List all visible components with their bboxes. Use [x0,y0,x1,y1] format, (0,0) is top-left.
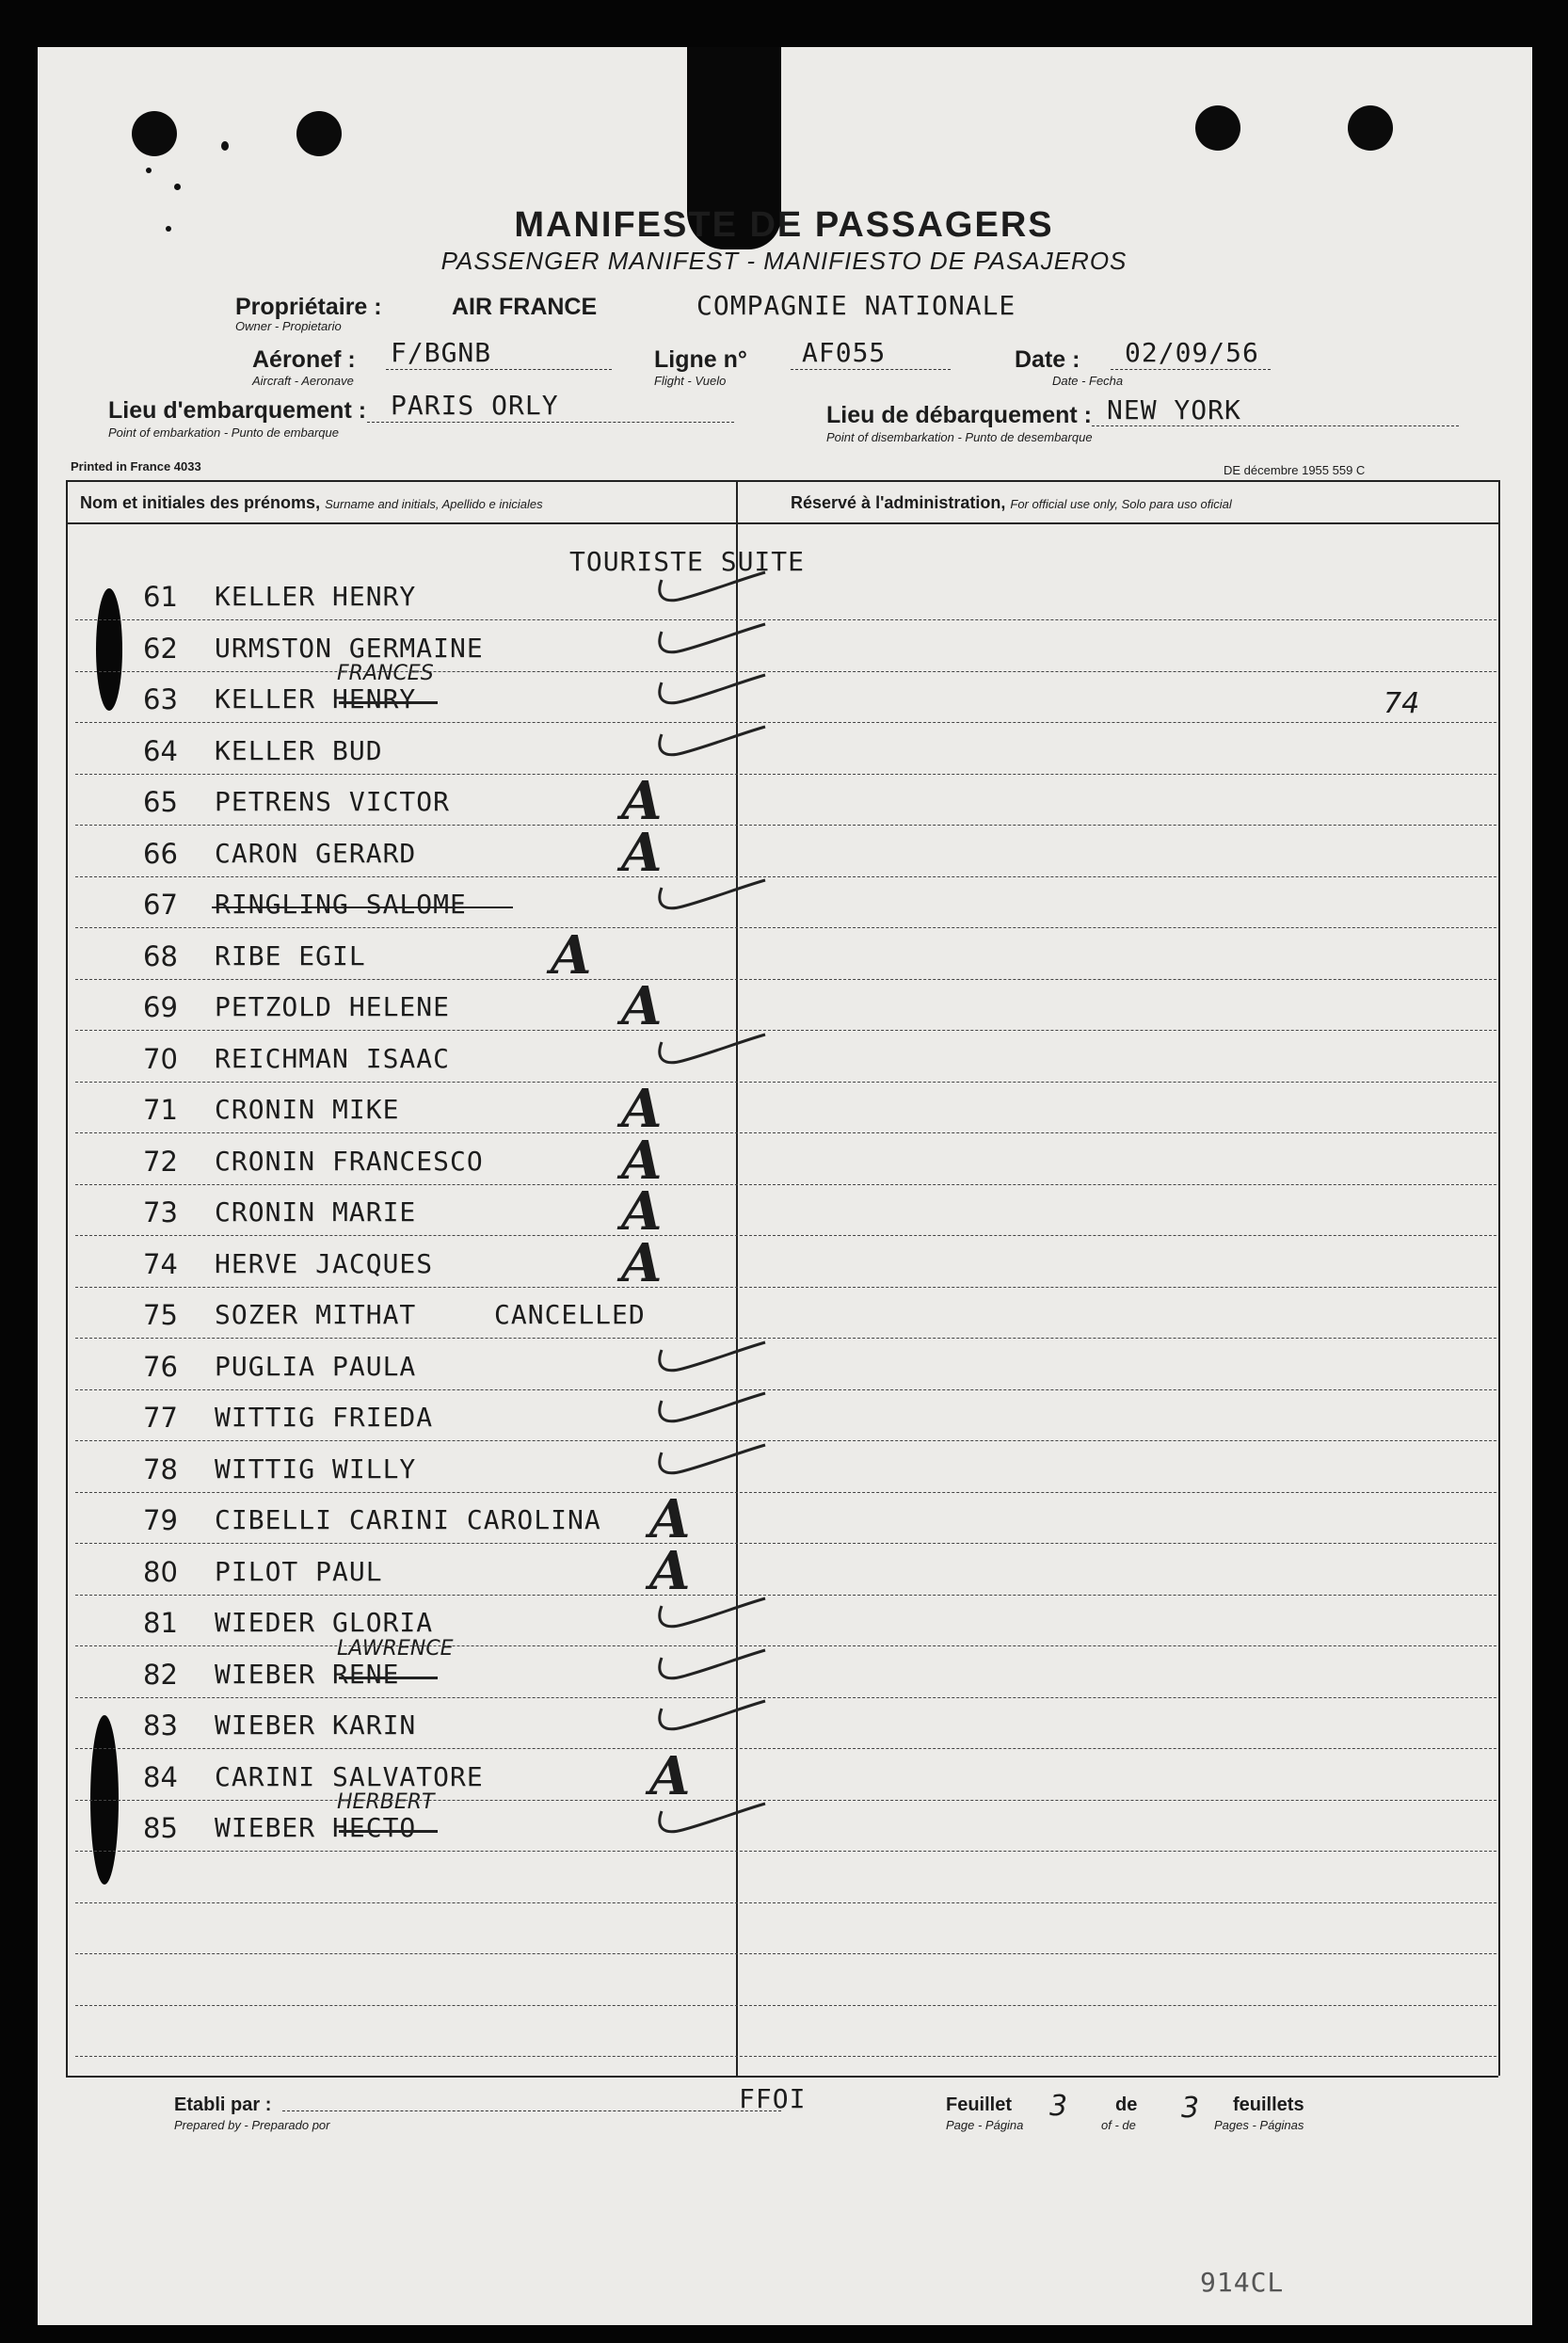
date-value: 02/09/56 [1125,337,1259,368]
strikethrough [339,1830,438,1833]
ruled-line [75,1132,1496,1133]
passenger-number: 84 [143,1760,178,1793]
handwritten-correction: LAWRENCE [337,1636,454,1661]
handwritten-correction: FRANCES [337,662,434,685]
handwritten-a-mark: A [649,1744,691,1807]
punch-hole [132,111,177,156]
passenger-number: 65 [143,786,178,818]
prepared-sub: Prepared by - Preparado por [174,2118,330,2132]
ink-speck [221,141,229,151]
margin-note: 74 [1384,687,1420,720]
handwritten-a-mark: A [621,821,663,884]
ruled-line [75,722,1496,723]
check-mark-icon [654,622,767,660]
passenger-number: 74 [143,1247,178,1280]
check-mark-icon [654,1033,767,1070]
strikethrough [339,701,438,704]
archive-stamp: 914CL [1200,2267,1285,2298]
passenger-name: CARON GERARD [215,837,417,869]
ruled-line [75,1082,1496,1083]
punch-hole [1195,105,1240,151]
ruled-line [75,774,1496,775]
prepared-label: Etabli par : [174,2094,272,2115]
passenger-number: 70 [143,1042,178,1075]
ruled-line [75,927,1496,928]
passenger-number: 82 [143,1658,178,1691]
passenger-number: 78 [143,1452,178,1485]
section-label: TOURISTE SUITE [569,546,806,577]
passenger-number: 76 [143,1350,178,1383]
passenger-name: RIBE EGIL [215,939,366,971]
embark-sub: Point of embarkation - Punto de embarque [108,425,339,440]
passenger-name: KELLER HENRY [215,581,417,612]
passenger-number: 80 [143,1555,178,1588]
passenger-name: CRONIN FRANCESCO [215,1145,484,1177]
passenger-name: PETZOLD HELENE [215,991,451,1022]
passenger-number: 62 [143,632,178,665]
ruled-line [75,1492,1496,1493]
passenger-number: 83 [143,1709,178,1741]
passenger-number: 72 [143,1145,178,1178]
ruled-line [75,2056,1496,2057]
check-mark-icon [654,1391,767,1429]
sheet-label: Feuillet [946,2094,1013,2115]
passenger-name: KELLER HENRY [215,683,417,714]
ruled-line [75,876,1496,877]
ruled-line [75,1287,1496,1288]
passenger-number: 71 [143,1094,178,1126]
passenger-name: RINGLING SALOME [215,889,467,920]
column-header-name: Nom et initiales des prénoms, Surname and initials, Apellido e iniciales [80,493,543,512]
ruled-line [75,1953,1496,1954]
page-subtitle: PASSENGER MANIFEST - MANIFIESTO DE PASAJEROS [440,247,1128,275]
disembark-value: NEW YORK [1107,394,1241,425]
sheet-sub: Page - Página [946,2118,1024,2132]
passenger-number: 77 [143,1402,178,1434]
ruled-line [75,1595,1496,1596]
owner-sub: Owner - Propietario [235,319,342,333]
check-mark-icon [654,673,767,711]
passenger-name: KELLER BUD [215,734,383,766]
passenger-name: CARINI SALVATORE [215,1760,484,1792]
check-mark-icon [654,878,767,916]
ink-speck [146,168,152,173]
passenger-number: 85 [143,1812,178,1844]
check-mark-icon [654,570,767,608]
strikethrough [339,1677,438,1679]
passenger-number: 61 [143,581,178,613]
ruled-line [75,1235,1496,1236]
owner-value: AIR FRANCE [452,294,598,320]
redaction-mark [96,588,122,711]
passenger-name: PILOT PAUL [215,1555,383,1587]
aircraft-value: F/BGNB [391,337,492,368]
ruled-line [75,1645,1496,1646]
passenger-note: CANCELLED [494,1299,646,1330]
passenger-name: PUGLIA PAULA [215,1350,417,1382]
check-mark-icon [654,1648,767,1686]
punch-hole [296,111,342,156]
aircraft-sub: Aircraft - Aeronave [252,374,354,388]
passenger-number: 81 [143,1607,178,1639]
handwritten-a-mark: A [621,1129,663,1192]
ruled-line [75,619,1496,620]
of-sub: of - de [1101,2118,1136,2132]
ruled-line [75,1748,1496,1749]
passenger-name: WIEBER KARIN [215,1709,417,1741]
ruled-line [75,1697,1496,1698]
flight-sub: Flight - Vuelo [654,374,727,388]
date-sub: Date - Fecha [1052,374,1124,388]
ruled-line [75,1800,1496,1801]
embark-value: PARIS ORLY [391,390,559,421]
ruled-line [75,825,1496,826]
handwritten-correction: HERBERT [337,1790,435,1814]
passenger-name: WITTIG FRIEDA [215,1402,434,1433]
passenger-number: 75 [143,1299,178,1331]
punch-hole [1348,105,1393,151]
disembark-sub: Point of disembarkation - Punto de desembarque [826,430,1093,444]
ruled-line [75,2005,1496,2006]
passenger-name: HERVE JACQUES [215,1247,434,1279]
handwritten-a-mark: A [621,770,663,832]
flight-label: Ligne n° [654,346,747,373]
check-mark-icon [654,725,767,762]
page-title: MANIFESTE DE PASSAGERS [514,205,1054,245]
passenger-number: 66 [143,837,178,870]
passenger-number: 69 [143,991,178,1023]
owner-label: Propriétaire : [235,294,382,320]
ink-speck [174,184,181,190]
aircraft-label: Aéronef : [252,346,356,373]
ruled-line [75,671,1496,672]
passenger-number: 73 [143,1196,178,1228]
passenger-name: SOZER MITHAT [215,1299,417,1330]
prepared-value: FFOI [739,2083,807,2114]
ruled-line [75,1440,1496,1441]
strikethrough [212,907,513,908]
passenger-number: 79 [143,1504,178,1536]
ruled-line [75,1338,1496,1339]
owner-extra: COMPAGNIE NATIONALE [696,290,1016,321]
ruled-line [75,1902,1496,1903]
handwritten-a-mark: A [621,1231,663,1294]
check-mark-icon [654,1597,767,1634]
passenger-name: WITTIG WILLY [215,1452,417,1484]
ruled-line [75,1184,1496,1185]
passenger-name: WIEBER RENE [215,1658,400,1690]
disembark-label: Lieu de débarquement : [826,402,1092,428]
flight-value: AF055 [802,337,887,368]
check-mark-icon [654,1443,767,1481]
passenger-number: 68 [143,939,178,972]
manifest-sheet [38,47,1532,2325]
passenger-name: WIEDER GLORIA [215,1607,434,1638]
passenger-name: CIBELLI CARINI CAROLINA [215,1504,601,1535]
passenger-name: URMSTON GERMAINE [215,632,484,664]
handwritten-a-mark: A [649,1539,691,1602]
ruled-line [75,1851,1496,1852]
of-label: de [1115,2094,1138,2115]
ruled-line [75,1030,1496,1031]
sheets-sub: Pages - Páginas [1214,2118,1304,2132]
date-label: Date : [1015,346,1080,373]
handwritten-a-mark: A [551,923,592,987]
passenger-number: 64 [143,734,178,767]
passenger-number: 67 [143,889,178,921]
handwritten-a-mark: A [621,1180,663,1243]
check-mark-icon [654,1699,767,1737]
passenger-name: WIEBER HECTO [215,1812,417,1843]
embark-label: Lieu d'embarquement : [108,397,367,424]
ruled-line [75,1389,1496,1390]
passenger-name: CRONIN MARIE [215,1196,417,1228]
form-code: DE décembre 1955 559 C [1224,463,1366,477]
column-header-admin: Réservé à l'administration, For official use only, Solo para uso oficial [791,493,1232,512]
passenger-number: 63 [143,683,178,715]
ruled-line [75,1543,1496,1544]
sheets-label: feuillets [1233,2094,1304,2115]
printed-note: Printed in France 4033 [71,459,201,473]
passenger-name: PETRENS VICTOR [215,786,451,817]
of-value: 3 [1181,2092,1200,2125]
passenger-name: CRONIN MIKE [215,1094,400,1125]
handwritten-a-mark: A [649,1488,691,1550]
handwritten-a-mark: A [621,1078,663,1140]
handwritten-a-mark: A [621,975,663,1037]
check-mark-icon [654,1340,767,1378]
check-mark-icon [654,1802,767,1839]
ruled-line [75,979,1496,980]
passenger-name: REICHMAN ISAAC [215,1042,451,1074]
sheet-value: 3 [1049,2090,1068,2123]
